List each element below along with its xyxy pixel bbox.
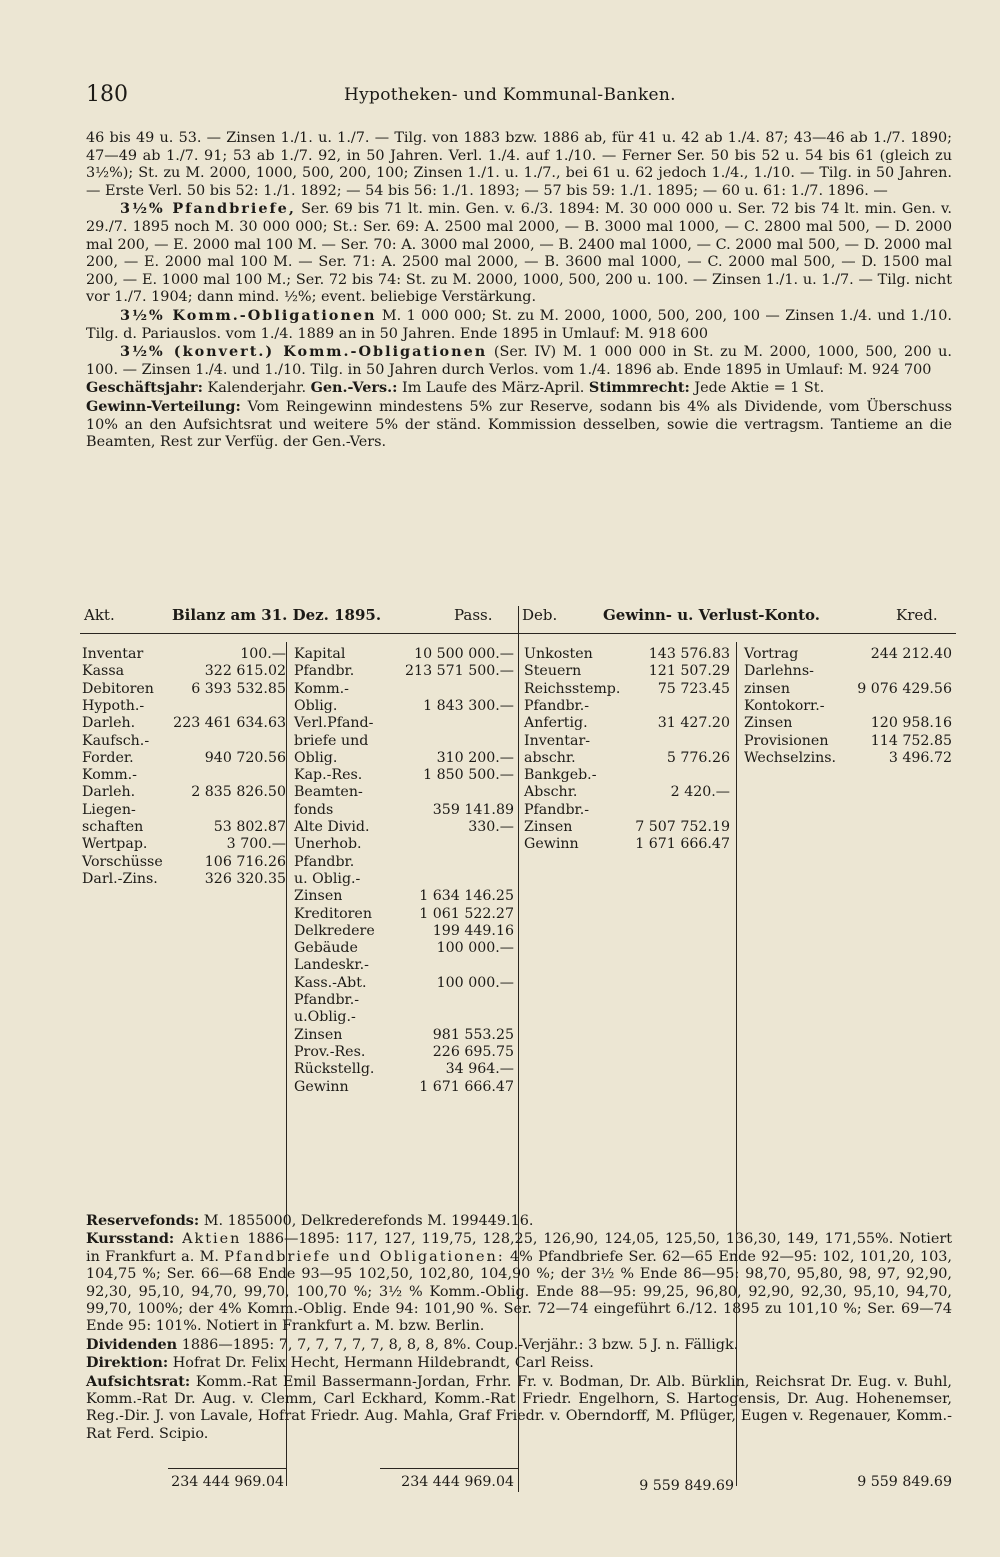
bilanz-aktiva-label: Akt. bbox=[84, 606, 115, 624]
passiva-label: Beamten- bbox=[294, 784, 363, 801]
passiva-label: Pfandbr. bbox=[294, 663, 355, 680]
paragraph-gewinn-verteilung: Gewinn-Verteilung: Vom Reingewinn mindestens 5% zur Reserve, sodann bis 4% als Dividende, vom Überschuss 10% an den Aufsichtsrat und weitere 5% der ständ. Kommission desselben, sowie die vertragsm. Tantieme an die Beamten, Rest zur Verfüg. der Gen.-Vers. bbox=[86, 397, 952, 451]
kredit-value: 244 212.40 bbox=[870, 646, 952, 662]
paragraph-geschaeftsjahr: Geschäftsjahr: Kalenderjahr. Gen.-Vers.: Im Laufe des März-April. Stimmrecht: Jede Aktie = 1 St. bbox=[86, 379, 825, 397]
kredit-label: Wechselzins. bbox=[744, 749, 837, 766]
debet-value: 31 427.20 bbox=[657, 715, 730, 732]
securities-text bbox=[86, 130, 952, 452]
bilanz-total-passiva: 234 444 969.04 bbox=[401, 1474, 514, 1490]
paragraph-konvert-obligationen: 3½% (konvert.) Komm.-Obligationen (Ser. IV) M. 1 000 000 in St. zu M. 2000, 1000, 500, 200 u. 100. — Zinsen 1./4. und 1./10. Tilg. in 50 Jahren durch Verlos. vom 1./4. 1896 ab. Ende 1895 in Umlauf: M. 924 700 bbox=[86, 343, 953, 378]
reservefonds: Reservefonds: M. 1855000, Delkrederefonds M. 199449.16. bbox=[86, 1212, 534, 1229]
kredit-label: Darlehns- bbox=[744, 663, 814, 680]
passiva-label: Kreditoren bbox=[294, 905, 372, 922]
passiva-value: 1 850 500.— bbox=[423, 767, 514, 784]
debet-label: Unkosten bbox=[524, 646, 593, 662]
debet-label: abschr. bbox=[524, 749, 576, 766]
bilanz-title: Bilanz am 31. Dez. 1895. bbox=[172, 606, 382, 624]
passiva-value: 359 141.89 bbox=[432, 801, 514, 818]
passiva-label: Oblig. bbox=[294, 697, 338, 714]
passiva-label: Kapital bbox=[294, 646, 346, 662]
passiva-label: Gewinn bbox=[294, 1078, 349, 1095]
debet-label: Reichsstemp. bbox=[524, 680, 621, 697]
passiva-label: briefe und bbox=[294, 732, 369, 749]
passiva-value: 981 553.25 bbox=[432, 1026, 514, 1043]
passiva-label: Prov.-Res. bbox=[294, 1043, 366, 1060]
kredit-label: Kontokorr.- bbox=[744, 697, 825, 714]
aktiva-value: 106 716.26 bbox=[204, 853, 286, 870]
passiva-label: Gebäude bbox=[294, 940, 358, 957]
kredit-label: Provisionen bbox=[744, 732, 829, 749]
debet-label: Pfandbr.- bbox=[524, 697, 590, 714]
debet-value: 2 420.— bbox=[670, 784, 730, 801]
aktiva-value: 940 720.56 bbox=[204, 749, 286, 766]
kredit-value: 114 752.85 bbox=[870, 732, 952, 749]
passiva-value: 199 449.16 bbox=[432, 922, 514, 939]
page-number: 180 bbox=[86, 82, 128, 107]
passiva-label: Rückstellg. bbox=[294, 1061, 375, 1078]
passiva-label: Kap.-Res. bbox=[294, 767, 363, 784]
kursstand: Kursstand: Aktien 1886—1895: 117, 127, 119,75, 128,25, 126,90, 124,05, 125,50, 136,30, 149, 171,55%. Notiert in Frankfurt a. M. Pfandbriefe und Obligationen: 4% Pfandbriefe Ser. 62—65 Ende 92—95: 102, 101,20, 103, 104,75 %; Ser. 66—68 Ende 93—95 102,50, 102,80, 104,90 %; der 3½ % Ende 86—95: 98,70, 95,80, 98, 97, 92,90, 92,30, 95,10, 94,70, 99,70, 100,70 %; 3½ % Komm.-Oblig. Ende 88—95: 99,25, 96,80, 92,90, 92,30, 95,10, 94,70, 99,70, 100%; der 4% Komm.-Oblig. Ende 94: 101,90 %. Ser. 72—74 eingeführt 6./12. 1895 zu 101,10 %; Ser. 69—74 Ende 95: 101%. Notiert in Frankfurt a. M. bzw. Berlin. bbox=[86, 1230, 952, 1335]
bilanz-total-aktiva: 234 444 969.04 bbox=[171, 1474, 284, 1490]
passiva-value: 1 634 146.25 bbox=[419, 888, 514, 905]
passiva-value: 226 695.75 bbox=[432, 1043, 514, 1060]
debet-value: 143 576.83 bbox=[648, 646, 730, 662]
debet-value: 5 776.26 bbox=[666, 749, 730, 766]
total-rule-passiva bbox=[380, 1468, 518, 1469]
passiva-value: 1 843 300.— bbox=[423, 697, 514, 714]
passiva-label: Zinsen bbox=[294, 888, 343, 905]
company-details bbox=[86, 1212, 952, 1443]
debet-label: Anfertig. bbox=[524, 715, 588, 732]
passiva-label: Landeskr.- bbox=[294, 957, 369, 974]
passiva-label: u.Oblig.- bbox=[294, 1009, 356, 1026]
aktiva-label: Debitoren bbox=[82, 680, 154, 697]
aktiva-label: Darleh. bbox=[82, 715, 136, 732]
dividenden: Dividenden 1886—1895: 7, 7, 7, 7, 7, 7, 8, 8, 8, 8%. Coup.-Verjähr.: 3 bzw. 5 J. n. Fälligk. bbox=[86, 1335, 739, 1353]
passiva-label: fonds bbox=[294, 801, 334, 818]
passiva-label: Oblig. bbox=[294, 749, 338, 766]
passiva-label: Delkredere bbox=[294, 922, 375, 939]
running-title: Hypotheken- und Kommunal-Banken. bbox=[344, 85, 676, 105]
gv-total-kredit: 9 559 849.69 bbox=[857, 1474, 952, 1490]
passiva-label: Kass.-Abt. bbox=[294, 974, 367, 991]
kredit-label: zinsen bbox=[744, 680, 790, 697]
aktiva-label: Kassa bbox=[82, 663, 125, 680]
passiva-value: 1 061 522.27 bbox=[419, 905, 514, 922]
aktiva-label: Inventar bbox=[82, 646, 144, 662]
debet-label: Gewinn bbox=[524, 836, 579, 853]
aktiva-label: Darl.-Zins. bbox=[82, 870, 158, 887]
aktiva-label: Wertpap. bbox=[82, 836, 148, 853]
aktiva-value: 223 461 634.63 bbox=[173, 715, 286, 732]
aktiva-label: Hypoth.- bbox=[82, 697, 145, 714]
direktion: Direktion: Hofrat Dr. Felix Hecht, Hermann Hildebrandt, Carl Reiss. bbox=[86, 1354, 594, 1372]
debet-label: Bankgeb.- bbox=[524, 767, 597, 784]
kredit-value: 3 496.72 bbox=[888, 749, 952, 766]
aktiva-label: Kaufsch.- bbox=[82, 732, 150, 749]
passiva-label: Unerhob. bbox=[294, 836, 362, 853]
page-header bbox=[86, 82, 946, 112]
passiva-value: 310 200.— bbox=[436, 749, 514, 766]
passiva-value: 1 671 666.47 bbox=[419, 1078, 514, 1095]
debet-value: 121 507.29 bbox=[648, 663, 730, 680]
debet-label: Pfandbr.- bbox=[524, 801, 590, 818]
kredit-value: 9 076 429.56 bbox=[857, 680, 952, 697]
passiva-label: Alte Divid. bbox=[294, 819, 370, 835]
aktiva-value: 322 615.02 bbox=[204, 663, 286, 680]
aktiva-value: 6 393 532.85 bbox=[191, 680, 286, 697]
kredit-value: 120 958.16 bbox=[870, 715, 952, 732]
passiva-value: 330.— bbox=[468, 819, 514, 835]
passiva-value: 100 000.— bbox=[436, 940, 514, 957]
passiva-label: Pfandbr.- bbox=[294, 992, 360, 1008]
aktiva-label: schaften bbox=[82, 819, 144, 835]
passiva-label: Komm.- bbox=[294, 680, 349, 697]
debet-label: Zinsen bbox=[524, 819, 573, 835]
paragraph-pfandbriefe: 3½% Pfandbriefe, Ser. 69 bis 71 lt. min. Gen. v. 6./3. 1894: M. 30 000 000 u. Ser. 72 bis 74 lt. min. Gen. v. 29./7. 1895 noch M. 30 000 000; St.: Ser. 69: A. 2500 mal 2000, — B. 3000 mal 1000, — C. 2800 mal 500, — D. 2000 mal 200, — E. 2000 mal 100 M. — Ser. 70: A. 3000 mal 2000, — B. 2400 mal 1000, — C. 2000 mal 500, — D. 2000 mal 200, — E. 2000 mal 100 M. — Ser. 71: A. 2500 mal 2000, — B. 3600 mal 1000, — C. 2000 mal 500, — D. 1500 mal 200, — E. 1000 mal 100 M.; Ser. 72 bis 74: St. zu M. 2000, 1000, 500, 200 u. 100. — Zinsen 1./1. u. 1./7. — Tilg. nicht vor 1./7. 1904; dann mind. ½%; event. beliebige Verstärkung. bbox=[86, 200, 952, 306]
aktiva-value: 326 320.35 bbox=[204, 870, 286, 887]
gv-total-debet: 9 559 849.69 bbox=[639, 1478, 734, 1494]
passiva-value: 10 500 000.— bbox=[414, 646, 514, 662]
gv-kredit-label: Kred. bbox=[896, 606, 938, 624]
total-rule-aktiva bbox=[168, 1468, 286, 1469]
passiva-value: 100 000.— bbox=[436, 974, 514, 991]
aktiva-value: 3 700.— bbox=[226, 836, 286, 853]
debet-value: 75 723.45 bbox=[657, 680, 730, 697]
debet-label: Inventar- bbox=[524, 732, 591, 749]
gv-debet-label: Deb. bbox=[522, 606, 558, 624]
aufsichtsrat: Aufsichtsrat: Komm.-Rat Emil Bassermann-Jordan, Frhr. Fr. v. Bodman, Dr. Alb. Bürklin, Reichsrat Dr. Eug. v. Buhl, Komm.-Rat Dr. Aug. v. Clemm, Carl Eckhard, Komm.-Rat Friedr. Engelhorn, S. Hartogensis, Dr. Aug. Hohenemser, Reg.-Dir. J. von Lavale, Hofrat Friedr. Aug. Mahla, Graf Friedr. v. Oberndorff, M. Pflüger, Eugen v. Regenauer, Komm.-Rat Ferd. Scipio. bbox=[86, 1372, 952, 1442]
aktiva-label: Vorschüsse bbox=[82, 853, 163, 870]
aktiva-label: Darleh. bbox=[82, 784, 136, 801]
debet-label: Abschr. bbox=[524, 784, 578, 801]
passiva-label: u. Oblig.- bbox=[294, 870, 361, 887]
kredit-label: Vortrag bbox=[744, 646, 799, 662]
passiva-label: Zinsen bbox=[294, 1026, 343, 1043]
passiva-label: Verl.Pfand- bbox=[294, 715, 374, 732]
aktiva-value: 53 802.87 bbox=[213, 819, 286, 835]
paragraph-series: 46 bis 49 u. 53. — Zinsen 1./1. u. 1./7. — Tilg. von 1883 bzw. 1886 ab, für 41 u. 42 ab 1./4. 87; 43—46 ab 1./7. 1890; 47—49 ab 1./7. 91; 53 ab 1./7. 92, in 50 Jahren. Verl. 1./4. auf 1./10. — Ferner Ser. 50 bis 52 u. 54 bis 61 (gleich zu 3½%); St. zu M. 2000, 1000, 500, 200, 100; Zinsen 1./1. u. 1./7., bei 61 u. 62 jedoch 1./4., 1./10. — Tilg. in 50 Jahren. — Erste Verl. 50 bis 52: 1./1. 1892; — 54 bis 56: 1./1. 1893; — 57 bis 59: 1./1. 1895; — 60 u. 61: 1./7. 1896. — bbox=[86, 130, 952, 199]
kredit-label: Zinsen bbox=[744, 715, 793, 732]
bilanz-passiva-label: Pass. bbox=[454, 606, 493, 624]
aktiva-value: 2 835 826.50 bbox=[191, 784, 286, 801]
paragraph-komm-obligationen: 3½% Komm.-Obligationen M. 1 000 000; St. zu M. 2000, 1000, 500, 200, 100 — Zinsen 1./4. und 1./10. Tilg. d. Pariauslos. vom 1./4. 1889 an in 50 Jahren. Ende 1895 in Umlauf: M. 918 600 bbox=[86, 306, 952, 342]
debet-value: 7 507 752.19 bbox=[635, 819, 730, 835]
passiva-value: 34 964.— bbox=[445, 1061, 514, 1078]
aktiva-label: Liegen- bbox=[82, 801, 136, 818]
passiva-label: Pfandbr. bbox=[294, 853, 355, 870]
debet-label: Steuern bbox=[524, 663, 582, 680]
gv-title: Gewinn- u. Verlust-Konto. bbox=[603, 606, 820, 624]
aktiva-label: Forder. bbox=[82, 749, 134, 766]
aktiva-value: 100.— bbox=[240, 646, 286, 662]
debet-value: 1 671 666.47 bbox=[635, 836, 730, 853]
passiva-value: 213 571 500.— bbox=[405, 663, 514, 680]
aktiva-label: Komm.- bbox=[82, 767, 137, 784]
